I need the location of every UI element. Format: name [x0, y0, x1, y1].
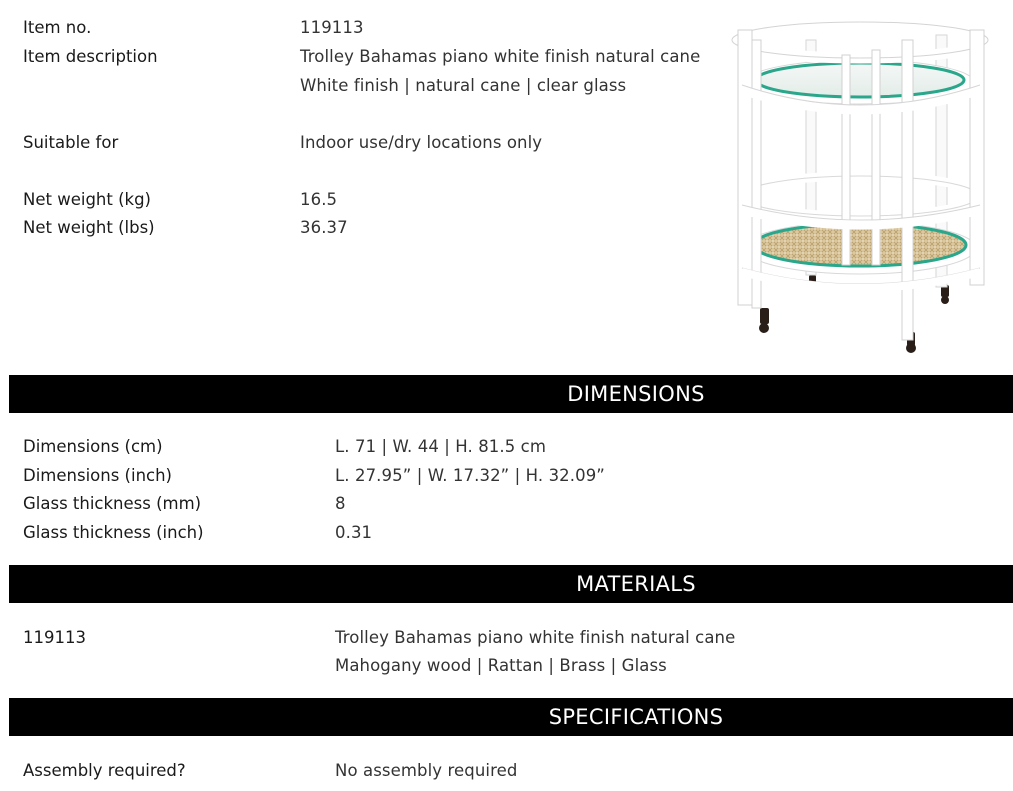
glass-thickness-inch-label: Glass thickness (inch) [23, 523, 204, 542]
glass-thickness-mm-value: 8 [335, 494, 346, 513]
suitable-for-label: Suitable for [23, 133, 119, 152]
materials-line1: Trolley Bahamas piano white finish natural cane [335, 628, 736, 647]
net-weight-lbs-label: Net weight (lbs) [23, 218, 155, 237]
specifications-title: SPECIFICATIONS [548, 705, 724, 729]
assembly-required-label: Assembly required? [23, 761, 186, 780]
dimensions-cm-label: Dimensions (cm) [23, 437, 163, 456]
assembly-required-value: No assembly required [335, 761, 518, 780]
item-description-line1: Trolley Bahamas piano white finish natural cane [300, 47, 701, 66]
glass-thickness-inch-value: 0.31 [335, 523, 373, 542]
item-no-label: Item no. [23, 18, 92, 37]
materials-section-header [9, 565, 1013, 603]
suitable-for-value: Indoor use/dry locations only [300, 133, 543, 152]
glass-thickness-mm-label: Glass thickness (mm) [23, 494, 202, 513]
net-weight-kg-label: Net weight (kg) [23, 190, 151, 209]
materials-code: 119113 [23, 628, 86, 647]
dimensions-inch-label: Dimensions (inch) [23, 466, 172, 485]
trolley-illustration [722, 10, 1012, 355]
materials-title: MATERIALS [576, 572, 696, 596]
item-description-label: Item description [23, 47, 158, 66]
net-weight-kg-value: 16.5 [300, 190, 338, 209]
item-description-line2: White finish | natural cane | clear glass [300, 76, 627, 95]
net-weight-lbs-value: 36.37 [300, 218, 348, 237]
materials-line2: Mahogany wood | Rattan | Brass | Glass [335, 656, 667, 675]
dimensions-section-header [9, 375, 1013, 413]
dimensions-cm-value: L. 71 | W. 44 | H. 81.5 cm [335, 437, 547, 456]
specifications-section-header [9, 698, 1013, 736]
trolley-product-image [722, 10, 1012, 355]
dimensions-inch-value: L. 27.95” | W. 17.32” | H. 32.09” [335, 466, 605, 485]
dimensions-title: DIMENSIONS [567, 382, 705, 406]
item-no-value: 119113 [300, 18, 364, 37]
